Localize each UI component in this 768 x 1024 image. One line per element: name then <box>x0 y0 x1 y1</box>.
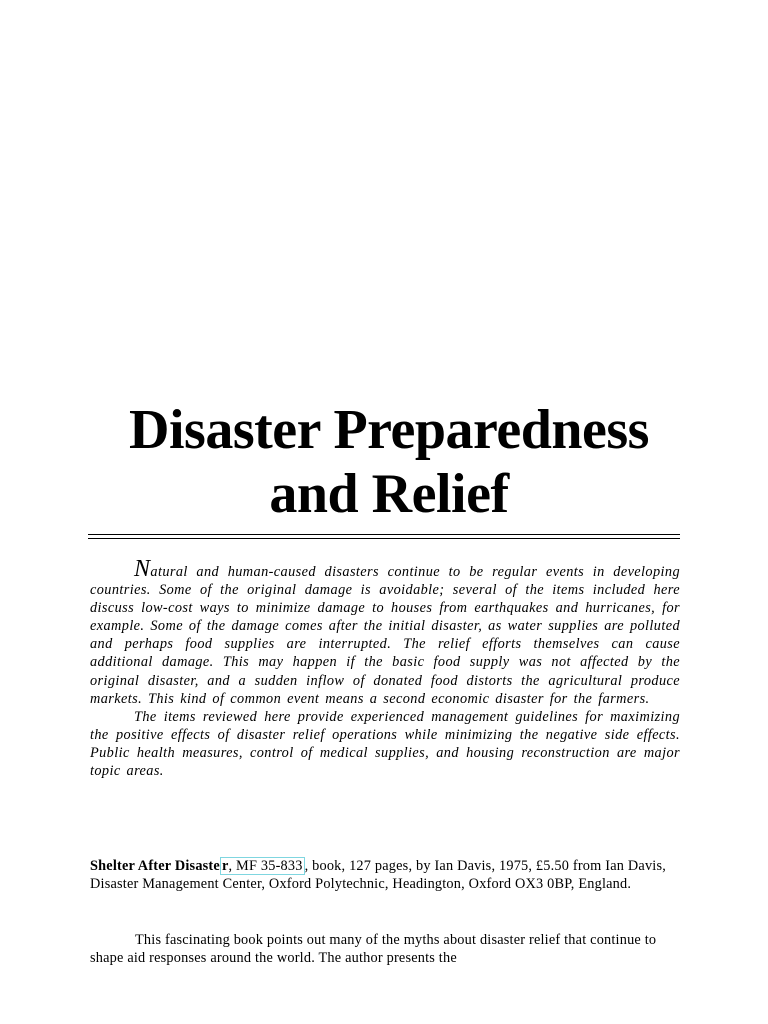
book-title <box>90 857 305 875</box>
page-title <box>0 398 768 526</box>
book-details: , book, 127 pages, by Ian Davis, 1975, £5.50 from Ian Davis, Disaster Management Center, Oxford Polytechnic, Headington, Oxford OX3 0BP, England. <box>90 858 666 892</box>
title-line-1: Disaster Preparedness <box>129 399 649 461</box>
chapter-introduction <box>90 556 681 780</box>
intro-paragraph-1 <box>90 556 681 708</box>
microfiche-code: , MF 35-833 <box>228 858 303 874</box>
title-line-2: and Relief <box>269 463 509 525</box>
book-title-main: Shelter After Disaste <box>90 858 220 874</box>
intro-paragraph-1-text: atural and human-caused disasters continue to be regular events in developing countries. Some of the original damage is avoidable; several of the items included here discuss low-cost ways to minimize damage to houses from earthquakes and hurricanes, for example. Some of the damage comes after the initial disaster, as water supplies are polluted and perhaps food supplies are interrupted. The relief efforts themselves can cause additional damage. This may happen if the basic food supply was not affected by the original disaster, and a sudden inflow of donated food distorts the agricultural produce markets. This kind of common event means a second economic disaster for the farmers. <box>90 564 681 707</box>
book-entry <box>90 857 670 893</box>
book-review: This fascinating book points out many of the myths about disaster relief that continue to shape aid responses around the world. The author presents the <box>90 932 657 967</box>
title-rule-bottom <box>88 538 680 539</box>
intro-paragraph-2: The items reviewed here provide experienced management guidelines for maximizing the positive effects of disaster relief operations while minimizing the negative side effects. Public health measures, control of medical supplies, and housing reconstruction are major topic areas. <box>90 708 680 780</box>
microfiche-link[interactable] <box>220 857 305 875</box>
title-rule-top <box>88 534 680 535</box>
book-title-end: r <box>221 858 229 874</box>
drop-cap: N <box>134 556 151 582</box>
